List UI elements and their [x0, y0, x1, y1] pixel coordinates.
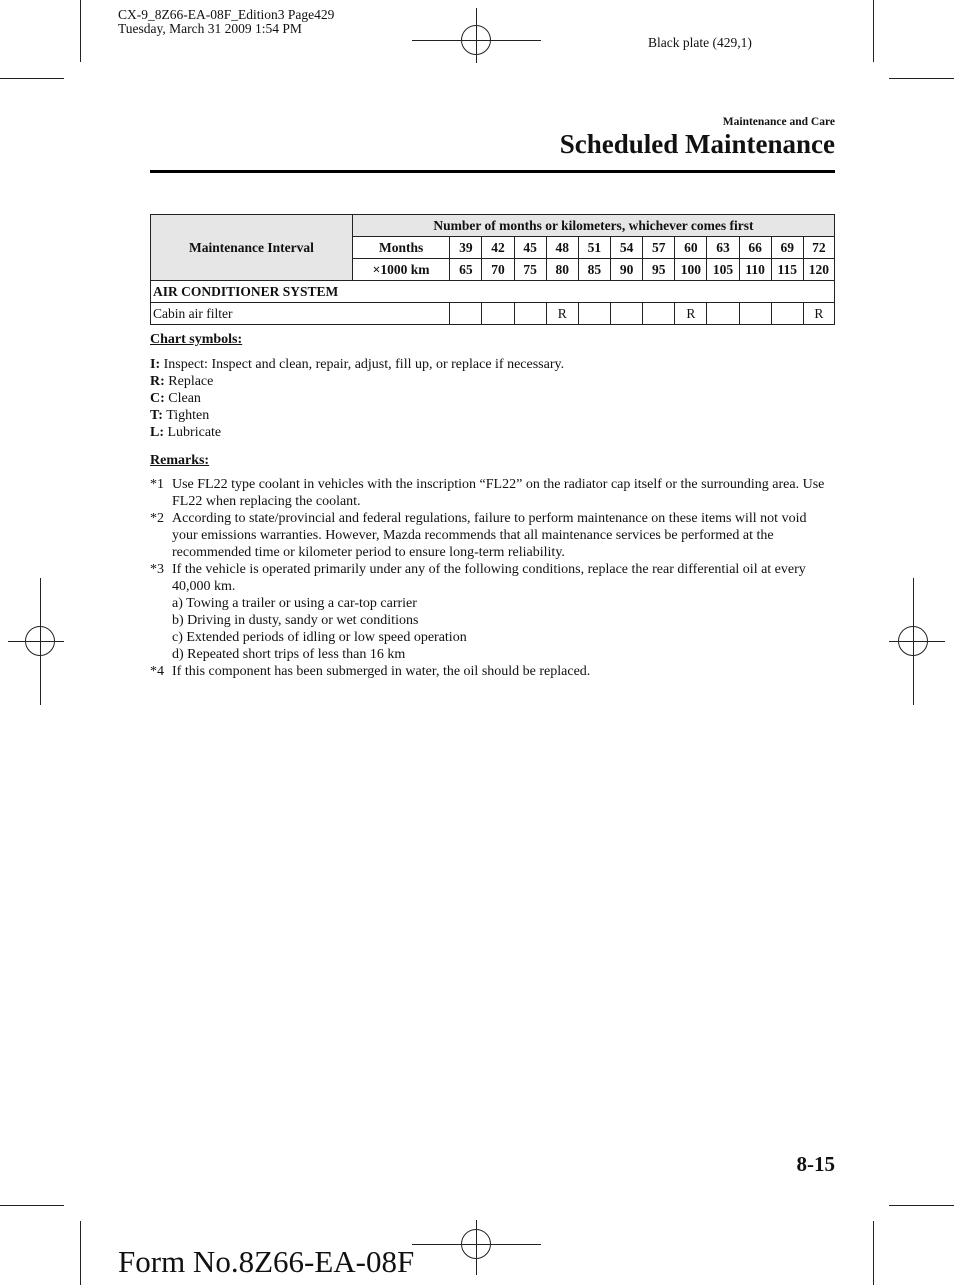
remark-sub-item: d) Repeated short trips of less than 16 km — [172, 647, 406, 662]
symbol-text: Tighten — [162, 408, 210, 423]
month-cell: 57 — [643, 237, 675, 259]
remark-2 — [150, 510, 835, 561]
page-number: 8-15 — [796, 1152, 835, 1176]
km-cell: 75 — [514, 259, 546, 281]
remark-1 — [150, 476, 835, 510]
km-label: ×1000 km — [352, 259, 449, 281]
remark-text: If the vehicle is operated primarily under any of the following conditions, replace the rear differential oil at every 40,000 km. — [172, 562, 806, 594]
section-name: AIR CONDITIONER SYSTEM — [151, 281, 835, 303]
month-cell: 63 — [707, 237, 739, 259]
symbol-item — [150, 424, 835, 441]
km-cell: 95 — [643, 259, 675, 281]
symbol-text: Lubricate — [164, 425, 222, 440]
km-cell: 70 — [482, 259, 514, 281]
title-rule — [150, 170, 835, 173]
remark-number: *2 — [150, 511, 164, 526]
symbol-text: Inspect: Inspect and clean, repair, adjust, fill up, or replace if necessary. — [160, 357, 565, 372]
print-info — [118, 8, 334, 36]
remark-text: Use FL22 type coolant in vehicles with the inscription “FL22” on the radiator cap itself or the surrounding area. Use FL22 when replacing the coolant. — [172, 477, 825, 509]
interval-header: Maintenance Interval — [151, 215, 353, 281]
chart-symbols — [150, 331, 835, 441]
month-cell: 39 — [450, 237, 482, 259]
symbol-item — [150, 373, 835, 390]
km-cell: 120 — [803, 259, 834, 281]
mark-cell — [514, 303, 546, 325]
month-cell: 51 — [578, 237, 610, 259]
symbol-code: C: — [150, 391, 165, 406]
month-cell: 69 — [771, 237, 803, 259]
symbol-code: L: — [150, 425, 164, 440]
month-cell: 60 — [675, 237, 707, 259]
maintenance-table — [150, 214, 835, 325]
remark-3 — [150, 561, 835, 663]
section-label: Maintenance and Care — [722, 116, 835, 128]
form-number: Form No.8Z66-EA-08F — [118, 1244, 415, 1279]
km-cell: 80 — [546, 259, 578, 281]
mark-cell — [450, 303, 482, 325]
month-cell: 66 — [739, 237, 771, 259]
remark-text: According to state/provincial and federal regulations, failure to perform maintenance on these items will not void your emissions warranties. However, Mazda recommends that all maintenance services be performed at the recommended time or kilometer period to ensure long-term reliability. — [172, 511, 807, 560]
remark-number: *4 — [150, 664, 164, 679]
month-cell: 54 — [611, 237, 643, 259]
months-label: Months — [352, 237, 449, 259]
item-name: Cabin air filter — [151, 303, 450, 325]
km-cell: 90 — [611, 259, 643, 281]
km-cell: 65 — [450, 259, 482, 281]
km-cell: 110 — [739, 259, 771, 281]
symbol-item — [150, 356, 835, 373]
plate-label: Black plate (429,1) — [648, 35, 752, 50]
symbol-item — [150, 390, 835, 407]
mark-cell: R — [803, 303, 834, 325]
chart-symbols-heading: Chart symbols: — [150, 332, 243, 347]
symbol-text: Replace — [164, 374, 214, 389]
km-cell: 100 — [675, 259, 707, 281]
remarks-heading: Remarks: — [150, 453, 210, 468]
mark-cell — [578, 303, 610, 325]
km-cell: 85 — [578, 259, 610, 281]
mark-cell: R — [675, 303, 707, 325]
mark-cell: R — [546, 303, 578, 325]
print-info-file: CX-9_8Z66-EA-08F_Edition3 Page429 — [118, 7, 335, 22]
remark-4 — [150, 663, 835, 680]
remark-number: *3 — [150, 562, 164, 577]
section-row — [151, 281, 835, 303]
symbol-code: T: — [150, 408, 163, 423]
mark-cell — [611, 303, 643, 325]
remark-number: *1 — [150, 477, 164, 492]
symbol-item — [150, 407, 835, 424]
symbol-code: R: — [150, 374, 165, 389]
month-cell: 42 — [482, 237, 514, 259]
print-info-date: Tuesday, March 31 2009 1:54 PM — [118, 21, 302, 36]
remark-sub-item: b) Driving in dusty, sandy or wet conditions — [172, 613, 419, 628]
mark-cell — [707, 303, 739, 325]
remark-text: If this component has been submerged in water, the oil should be replaced. — [172, 664, 591, 679]
table-row — [151, 303, 835, 325]
remark-sub-item: a) Towing a trailer or using a car-top carrier — [172, 596, 417, 611]
span-header: Number of months or kilometers, whichever comes first — [352, 215, 834, 237]
km-cell: 115 — [771, 259, 803, 281]
symbol-text: Clean — [164, 391, 201, 406]
mark-cell — [482, 303, 514, 325]
month-cell: 72 — [803, 237, 834, 259]
mark-cell — [643, 303, 675, 325]
month-cell: 45 — [514, 237, 546, 259]
km-cell: 105 — [707, 259, 739, 281]
remarks — [150, 452, 835, 680]
month-cell: 48 — [546, 237, 578, 259]
page-title: Scheduled Maintenance — [559, 129, 835, 159]
mark-cell — [771, 303, 803, 325]
remark-sub-item: c) Extended periods of idling or low speed operation — [172, 630, 467, 645]
mark-cell — [739, 303, 771, 325]
symbol-code: I: — [150, 357, 161, 372]
